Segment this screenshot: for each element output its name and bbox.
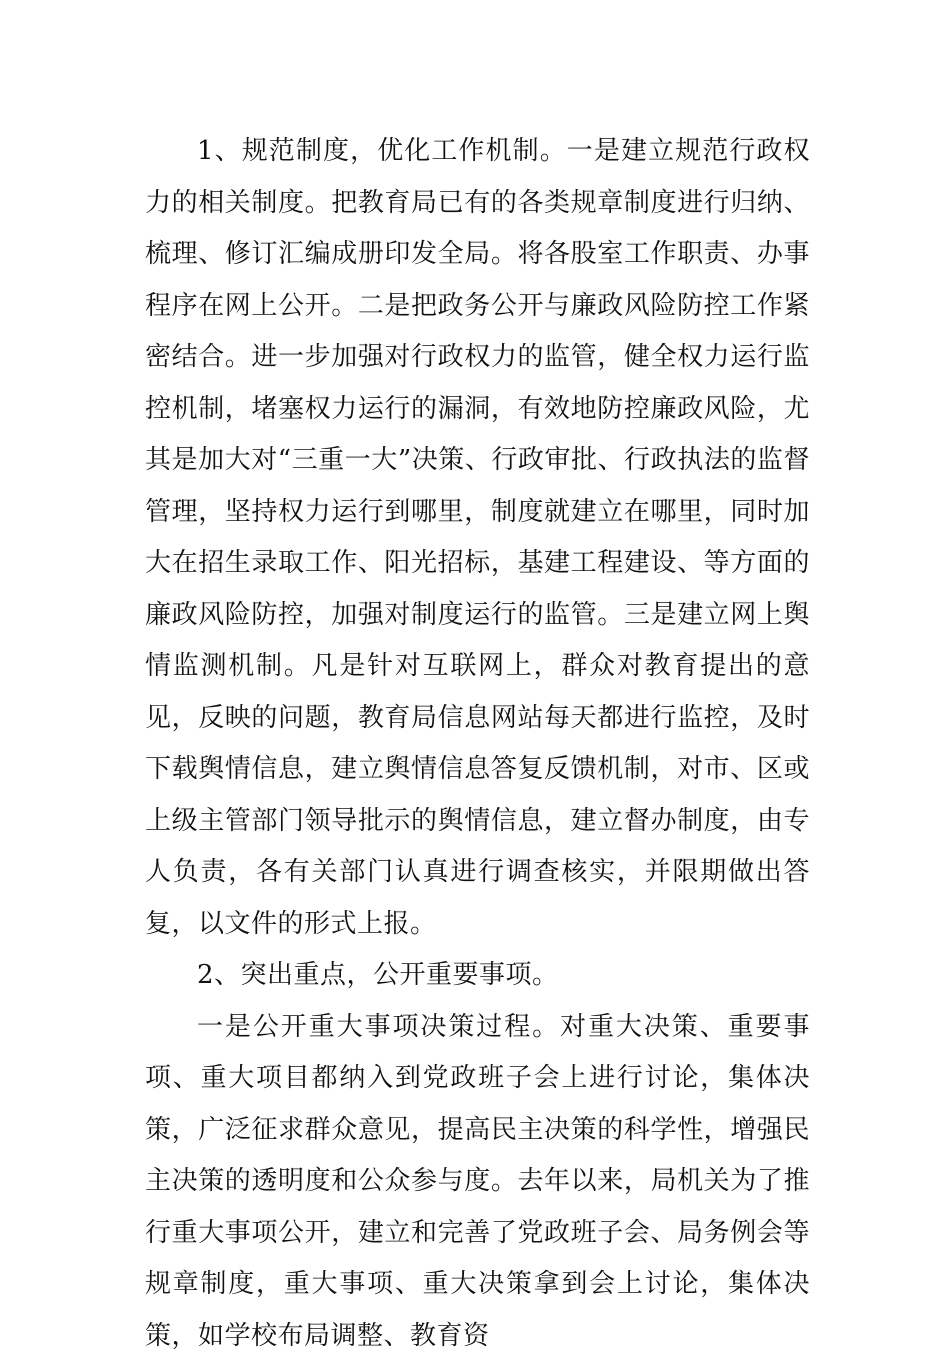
document-body <box>145 126 810 1362</box>
paragraph-major-decisions: 一是公开重大事项决策过程。对重大决策、重要事项、重大项目都纳入到党政班子会上进行讨论，集体决策，广泛征求群众意见，提高民主决策的科学性，增强民主决策的透明度和公众参与度。去年以来，局机关为了推行重大事项公开，建立和完善了党政班子会、局务例会等规章制度，重大事项、重大决策拿到会上讨论，集体决策，如学校布局调整、教育资 <box>145 1002 810 1362</box>
paragraph-key-matters-heading: 2、突出重点，公开重要事项。 <box>145 950 810 1002</box>
paragraph-institutional-norms: 1、规范制度，优化工作机制。一是建立规范行政权力的相关制度。把教育局已有的各类规章制度进行归纳、梳理、修订汇编成册印发全局。将各股室工作职责、办事程序在网上公开。二是把政务公开与廉政风险防控工作紧密结合。进一步加强对行政权力的监管，健全权力运行监控机制，堵塞权力运行的漏洞，有效地防控廉政风险，尤其是加大对“三重一大”决策、行政审批、行政执法的监督管理，坚持权力运行到哪里，制度就建立在哪里，同时加大在招生录取工作、阳光招标，基建工程建设、等方面的廉政风险防控，加强对制度运行的监管。三是建立网上舆情监测机制。凡是针对互联网上，群众对教育提出的意见，反映的问题，教育局信息网站每天都进行监控，及时下载舆情信息，建立舆情信息答复反馈机制，对市、区或上级主管部门领导批示的舆情信息，建立督办制度，由专人负责，各有关部门认真进行调查核实，并限期做出答复，以文件的形式上报。 <box>145 126 810 950</box>
